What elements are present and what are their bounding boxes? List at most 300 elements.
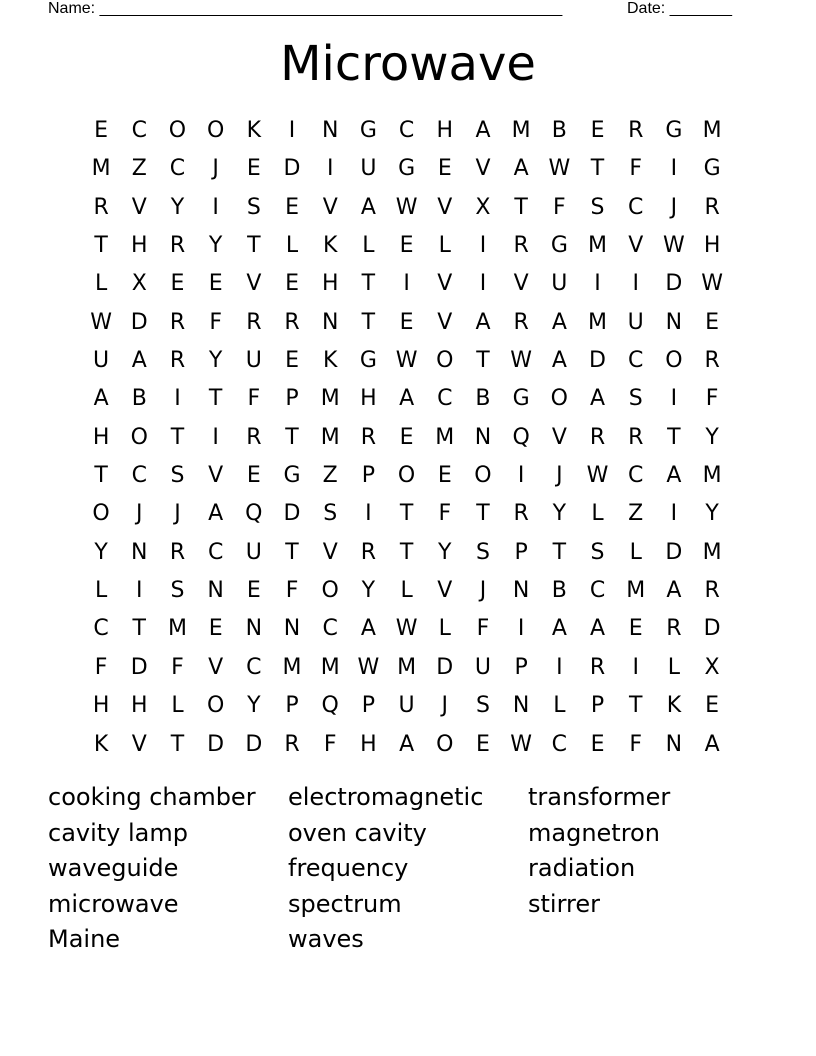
grid-letter: F bbox=[171, 654, 184, 680]
grid-letter: Y bbox=[705, 501, 719, 527]
grid-letter: W bbox=[357, 654, 380, 680]
grid-letter: U bbox=[627, 309, 644, 335]
grid-letter: E bbox=[285, 271, 299, 297]
grid-letter: E bbox=[399, 424, 414, 450]
grid-letter: R bbox=[589, 654, 606, 680]
grid-letter: A bbox=[360, 616, 376, 642]
grid-letter: S bbox=[246, 194, 261, 220]
grid-letter: U bbox=[551, 271, 568, 297]
grid-letter: J bbox=[670, 194, 678, 220]
grid-letter: G bbox=[359, 348, 377, 374]
grid-letter: T bbox=[514, 194, 528, 220]
word-list-item: waves bbox=[288, 925, 364, 953]
word-column bbox=[528, 780, 768, 958]
grid-row bbox=[82, 534, 732, 572]
grid-letter: G bbox=[398, 156, 416, 182]
grid-letter: S bbox=[628, 386, 643, 412]
grid-letter: R bbox=[246, 309, 262, 335]
word-list-item: radiation bbox=[528, 854, 636, 882]
grid-letter: R bbox=[169, 348, 186, 374]
grid-letter: L bbox=[362, 233, 375, 259]
grid-letter: F bbox=[438, 501, 452, 527]
grid-letter: H bbox=[360, 386, 377, 412]
word-list-item: cooking chamber bbox=[48, 783, 256, 811]
grid-letter: E bbox=[285, 348, 299, 374]
grid-letter: T bbox=[476, 501, 490, 527]
grid-letter: N bbox=[283, 616, 301, 642]
grid-letter: M bbox=[91, 156, 111, 182]
grid-letter: T bbox=[667, 424, 681, 450]
grid-letter: V bbox=[437, 309, 453, 335]
grid-letter: L bbox=[171, 693, 184, 719]
word-list-item: cavity lamp bbox=[48, 818, 189, 847]
grid-letter: S bbox=[475, 539, 490, 565]
grid-letter: R bbox=[169, 539, 186, 565]
grid-letter: O bbox=[665, 348, 683, 374]
grid-letter: H bbox=[131, 233, 148, 259]
grid-letter: A bbox=[590, 386, 606, 412]
grid-letter: R bbox=[246, 424, 262, 450]
grid-letter: F bbox=[553, 194, 566, 220]
grid-letter: P bbox=[590, 693, 605, 719]
grid-letter: F bbox=[476, 616, 490, 642]
grid-letter: Y bbox=[208, 348, 223, 374]
grid-letter: H bbox=[92, 424, 110, 450]
grid-letter: E bbox=[208, 616, 223, 642]
grid-letter: M bbox=[702, 118, 722, 143]
grid-letter: H bbox=[360, 731, 377, 757]
grid-letter: R bbox=[704, 194, 720, 220]
grid-letter: T bbox=[399, 501, 414, 527]
grid-letter: L bbox=[94, 578, 108, 604]
grid-letter: A bbox=[666, 578, 682, 604]
grid-letter: W bbox=[395, 194, 418, 220]
grid-letter: B bbox=[131, 386, 147, 412]
grid-letter: R bbox=[628, 424, 644, 450]
grid-letter: D bbox=[283, 156, 301, 182]
grid-letter: N bbox=[474, 424, 492, 450]
grid-letter: C bbox=[398, 118, 415, 143]
grid-row bbox=[82, 495, 732, 533]
grid-letter: V bbox=[208, 654, 224, 680]
grid-letter: G bbox=[665, 118, 683, 143]
grid-row bbox=[82, 304, 732, 342]
grid-row bbox=[82, 610, 732, 648]
grid-letter: I bbox=[556, 654, 563, 680]
grid-letter: O bbox=[474, 463, 492, 489]
grid-letter: A bbox=[590, 616, 606, 642]
grid-letter: N bbox=[321, 118, 339, 143]
grid-letter: N bbox=[321, 309, 339, 335]
word-list-item: frequency bbox=[288, 854, 409, 882]
letter-grid bbox=[82, 112, 732, 764]
grid-row bbox=[82, 342, 732, 380]
grid-letter: V bbox=[437, 271, 453, 297]
word-list-item: stirrer bbox=[528, 889, 600, 918]
grid-letter: X bbox=[704, 654, 720, 680]
word-list-item: oven cavity bbox=[288, 818, 427, 847]
grid-letter: O bbox=[436, 348, 454, 374]
grid-letter: E bbox=[705, 693, 720, 719]
grid-letter: D bbox=[589, 348, 606, 374]
word-list-item: waveguide bbox=[48, 854, 179, 882]
grid-letter: Z bbox=[322, 463, 338, 489]
grid-letter: W bbox=[548, 156, 571, 182]
grid-letter: Q bbox=[512, 424, 530, 450]
grid-letter: O bbox=[436, 731, 454, 757]
grid-letter: E bbox=[170, 271, 185, 297]
grid-letter: I bbox=[212, 424, 219, 450]
grid-letter: G bbox=[512, 386, 530, 412]
grid-letter: I bbox=[670, 156, 678, 182]
grid-letter: U bbox=[360, 156, 377, 182]
grid-letter: M bbox=[320, 424, 340, 450]
grid-letter: K bbox=[246, 118, 262, 143]
grid-letter: M bbox=[588, 233, 608, 259]
grid-row bbox=[82, 649, 732, 687]
grid-letter: W bbox=[586, 463, 609, 489]
grid-letter: J bbox=[441, 693, 449, 719]
grid-letter: E bbox=[246, 156, 261, 182]
word-list-item: magnetron bbox=[528, 818, 660, 847]
grid-letter: V bbox=[551, 424, 567, 450]
grid-letter: A bbox=[551, 309, 567, 335]
grid-letter: J bbox=[174, 501, 181, 527]
grid-letter: D bbox=[665, 539, 683, 565]
grid-letter: E bbox=[246, 463, 261, 489]
grid-letter: G bbox=[550, 233, 568, 259]
grid-letter: G bbox=[703, 156, 721, 182]
grid-letter: T bbox=[247, 233, 261, 259]
grid-letter: A bbox=[551, 348, 567, 374]
grid-letter: Y bbox=[552, 501, 567, 527]
grid-letter: C bbox=[93, 616, 109, 642]
grid-letter: V bbox=[246, 271, 262, 297]
grid-letter: L bbox=[553, 693, 566, 719]
grid-letter: L bbox=[94, 271, 108, 297]
grid-letter: O bbox=[130, 424, 148, 450]
grid-letter: O bbox=[168, 118, 187, 143]
grid-letter: F bbox=[629, 156, 643, 182]
grid-letter: I bbox=[594, 271, 601, 297]
grid-letter: T bbox=[361, 309, 376, 335]
grid-letter: K bbox=[93, 731, 109, 757]
grid-letter: K bbox=[323, 348, 338, 374]
grid-letter: P bbox=[361, 693, 376, 719]
grid-letter: A bbox=[131, 348, 147, 374]
grid-letter: W bbox=[90, 309, 112, 335]
grid-letter: S bbox=[590, 194, 605, 220]
grid-letter: P bbox=[285, 693, 299, 719]
grid-row bbox=[82, 687, 732, 725]
grid-letter: O bbox=[550, 386, 568, 412]
grid-letter: E bbox=[476, 731, 490, 757]
grid-letter: A bbox=[93, 386, 109, 412]
grid-letter: J bbox=[212, 156, 219, 182]
grid-letter: R bbox=[666, 616, 682, 642]
grid-letter: E bbox=[399, 309, 414, 335]
grid-letter: I bbox=[632, 654, 639, 680]
grid-letter: V bbox=[322, 539, 338, 565]
word-list-item: microwave bbox=[48, 889, 179, 918]
grid-letter: L bbox=[629, 539, 642, 565]
grid-letter: H bbox=[703, 233, 721, 259]
grid-letter: C bbox=[207, 539, 224, 565]
grid-letter: Y bbox=[361, 578, 376, 604]
grid-letter: C bbox=[628, 194, 644, 220]
grid-letter: N bbox=[665, 731, 683, 757]
grid-letter: A bbox=[360, 194, 376, 220]
grid-letter: P bbox=[285, 386, 299, 412]
grid-letter: M bbox=[282, 654, 302, 680]
grid-letter: T bbox=[94, 463, 108, 489]
grid-letter: C bbox=[131, 463, 147, 489]
grid-letter: E bbox=[437, 156, 452, 182]
grid-letter: I bbox=[288, 118, 296, 143]
grid-letter: O bbox=[321, 578, 339, 604]
grid-letter: B bbox=[475, 386, 491, 412]
grid-letter: C bbox=[589, 578, 606, 604]
grid-letter: V bbox=[131, 194, 147, 220]
grid-letter: Y bbox=[94, 539, 108, 565]
grid-letter: R bbox=[589, 424, 606, 450]
grid-letter: G bbox=[283, 463, 301, 489]
grid-letter: L bbox=[400, 578, 413, 604]
grid-letter: C bbox=[246, 654, 262, 680]
grid-letter: D bbox=[207, 731, 225, 757]
word-list-item: spectrum bbox=[288, 889, 402, 918]
grid-letter: B bbox=[551, 118, 567, 143]
grid-letter: M bbox=[702, 463, 722, 489]
grid-letter: T bbox=[285, 424, 299, 450]
grid-letter: F bbox=[323, 731, 337, 757]
grid-letter: B bbox=[551, 578, 567, 604]
grid-letter: C bbox=[169, 156, 186, 182]
grid-letter: U bbox=[93, 348, 110, 374]
grid-letter: M bbox=[320, 386, 340, 412]
grid-letter: H bbox=[436, 118, 454, 143]
grid-letter: T bbox=[399, 539, 414, 565]
grid-letter: U bbox=[245, 348, 262, 374]
grid-letter: C bbox=[322, 616, 338, 642]
grid-letter: E bbox=[590, 731, 605, 757]
grid-letter: X bbox=[475, 194, 491, 220]
grid-letter: I bbox=[174, 386, 181, 412]
grid-letter: E bbox=[246, 578, 261, 604]
grid-letter: Y bbox=[705, 424, 719, 450]
grid-letter: L bbox=[438, 233, 451, 259]
grid-letter: P bbox=[361, 463, 376, 489]
grid-letter: S bbox=[590, 539, 605, 565]
grid-letter: T bbox=[170, 424, 185, 450]
grid-letter: W bbox=[395, 348, 418, 374]
grid-letter: O bbox=[92, 501, 110, 527]
grid-row bbox=[82, 150, 732, 188]
grid-letter: X bbox=[131, 271, 147, 297]
grid-letter: V bbox=[437, 194, 453, 220]
grid-letter: O bbox=[397, 463, 416, 489]
grid-letter: M bbox=[320, 654, 340, 680]
grid-letter: A bbox=[704, 731, 720, 757]
grid-letter: N bbox=[512, 578, 530, 604]
grid-letter: N bbox=[131, 539, 148, 565]
grid-letter: S bbox=[170, 463, 185, 489]
grid-letter: R bbox=[169, 309, 186, 335]
grid-letter: A bbox=[551, 616, 567, 642]
grid-letter: V bbox=[628, 233, 644, 259]
grid-letter: T bbox=[94, 233, 108, 259]
grid-row bbox=[82, 189, 732, 227]
grid-letter: I bbox=[403, 271, 410, 297]
grid-letter: N bbox=[512, 693, 530, 719]
grid-letter: I bbox=[670, 501, 678, 527]
grid-row bbox=[82, 227, 732, 265]
grid-letter: T bbox=[628, 693, 643, 719]
grid-letter: U bbox=[398, 693, 415, 719]
grid-letter: H bbox=[321, 271, 339, 297]
grid-letter: D bbox=[130, 309, 148, 335]
grid-letter: F bbox=[629, 731, 643, 757]
grid-letter: R bbox=[513, 309, 529, 335]
grid-letter: I bbox=[136, 578, 143, 604]
grid-letter: M bbox=[435, 424, 455, 450]
grid-row bbox=[82, 572, 732, 610]
grid-letter: E bbox=[628, 616, 643, 642]
grid-letter: I bbox=[212, 194, 219, 220]
grid-letter: P bbox=[514, 654, 528, 680]
grid-letter: W bbox=[701, 271, 723, 297]
grid-letter: D bbox=[703, 616, 721, 642]
word-column bbox=[288, 780, 528, 958]
grid-letter: L bbox=[285, 233, 299, 259]
grid-letter: N bbox=[665, 309, 683, 335]
name-date-header bbox=[48, 0, 748, 20]
grid-letter: K bbox=[323, 233, 338, 259]
grid-letter: V bbox=[322, 194, 338, 220]
grid-letter: I bbox=[479, 271, 487, 297]
grid-letter: L bbox=[591, 501, 604, 527]
grid-letter: N bbox=[245, 616, 263, 642]
grid-letter: C bbox=[437, 386, 453, 412]
grid-letter: Y bbox=[247, 693, 261, 719]
grid-letter: D bbox=[283, 501, 301, 527]
grid-letter: D bbox=[245, 731, 263, 757]
grid-letter: R bbox=[513, 233, 529, 259]
grid-letter: U bbox=[245, 539, 262, 565]
grid-letter: R bbox=[360, 539, 377, 565]
grid-letter: V bbox=[475, 156, 491, 182]
grid-letter: W bbox=[510, 348, 533, 374]
grid-letter: L bbox=[438, 616, 451, 642]
grid-letter: I bbox=[517, 463, 525, 489]
word-list-item: Maine bbox=[48, 925, 121, 953]
grid-letter: A bbox=[666, 463, 682, 489]
grid-letter: Y bbox=[170, 194, 185, 220]
grid-letter: I bbox=[365, 501, 372, 527]
grid-letter: R bbox=[284, 731, 300, 757]
grid-letter: A bbox=[208, 501, 224, 527]
grid-row bbox=[82, 419, 732, 457]
grid-letter: I bbox=[632, 271, 639, 297]
grid-letter: W bbox=[510, 731, 533, 757]
grid-letter: R bbox=[360, 424, 377, 450]
grid-row bbox=[82, 726, 732, 764]
grid-letter: C bbox=[628, 463, 644, 489]
grid-letter: K bbox=[666, 693, 682, 719]
grid-letter: E bbox=[208, 271, 223, 297]
grid-letter: Y bbox=[438, 539, 452, 565]
grid-letter: T bbox=[132, 616, 146, 642]
name-field-label: Name: ____________________________________________________ bbox=[48, 0, 563, 17]
grid-row bbox=[82, 112, 732, 150]
grid-letter: V bbox=[437, 578, 453, 604]
grid-letter: G bbox=[359, 118, 377, 143]
grid-letter: I bbox=[517, 616, 525, 642]
grid-letter: I bbox=[479, 233, 487, 259]
grid-letter: I bbox=[670, 386, 678, 412]
grid-letter: V bbox=[513, 271, 529, 297]
grid-letter: L bbox=[667, 654, 681, 680]
grid-letter: Z bbox=[131, 156, 147, 182]
grid-letter: T bbox=[285, 539, 299, 565]
grid-letter: E bbox=[399, 233, 414, 259]
grid-letter: M bbox=[167, 616, 187, 642]
grid-letter: E bbox=[437, 463, 452, 489]
grid-letter: T bbox=[590, 156, 605, 182]
grid-letter: J bbox=[136, 501, 143, 527]
grid-letter: M bbox=[702, 539, 722, 565]
grid-letter: U bbox=[474, 654, 492, 680]
grid-letter: F bbox=[209, 309, 222, 335]
grid-letter: F bbox=[705, 386, 719, 412]
grid-letter: T bbox=[476, 348, 490, 374]
grid-letter: N bbox=[207, 578, 224, 604]
grid-letter: E bbox=[705, 309, 720, 335]
grid-letter: T bbox=[361, 271, 376, 297]
grid-letter: S bbox=[170, 578, 185, 604]
grid-letter: R bbox=[513, 501, 529, 527]
grid-letter: Q bbox=[321, 693, 339, 719]
date-field-label: Date: _______ bbox=[627, 0, 732, 17]
grid-letter: C bbox=[628, 348, 644, 374]
grid-letter: A bbox=[399, 731, 415, 757]
grid-letter: D bbox=[130, 654, 148, 680]
grid-letter: F bbox=[285, 578, 299, 604]
grid-letter: O bbox=[206, 693, 225, 719]
grid-letter: A bbox=[475, 118, 491, 143]
grid-letter: C bbox=[551, 731, 568, 757]
grid-letter: R bbox=[93, 194, 109, 220]
word-column bbox=[48, 780, 288, 958]
grid-letter: T bbox=[170, 731, 185, 757]
grid-letter: R bbox=[704, 578, 720, 604]
word-list-item: electromagnetic bbox=[288, 783, 484, 811]
grid-letter: C bbox=[131, 118, 147, 143]
grid-letter: M bbox=[397, 654, 417, 680]
word-list bbox=[48, 780, 768, 958]
grid-letter: A bbox=[475, 309, 491, 335]
grid-letter: M bbox=[588, 309, 608, 335]
grid-letter: T bbox=[208, 386, 223, 412]
grid-letter: R bbox=[284, 309, 300, 335]
grid-row bbox=[82, 457, 732, 495]
grid-letter: F bbox=[94, 654, 108, 680]
grid-letter: T bbox=[552, 539, 567, 565]
grid-letter: R bbox=[628, 118, 644, 143]
grid-letter: V bbox=[208, 463, 224, 489]
grid-letter: W bbox=[663, 233, 685, 259]
grid-letter: R bbox=[704, 348, 720, 374]
